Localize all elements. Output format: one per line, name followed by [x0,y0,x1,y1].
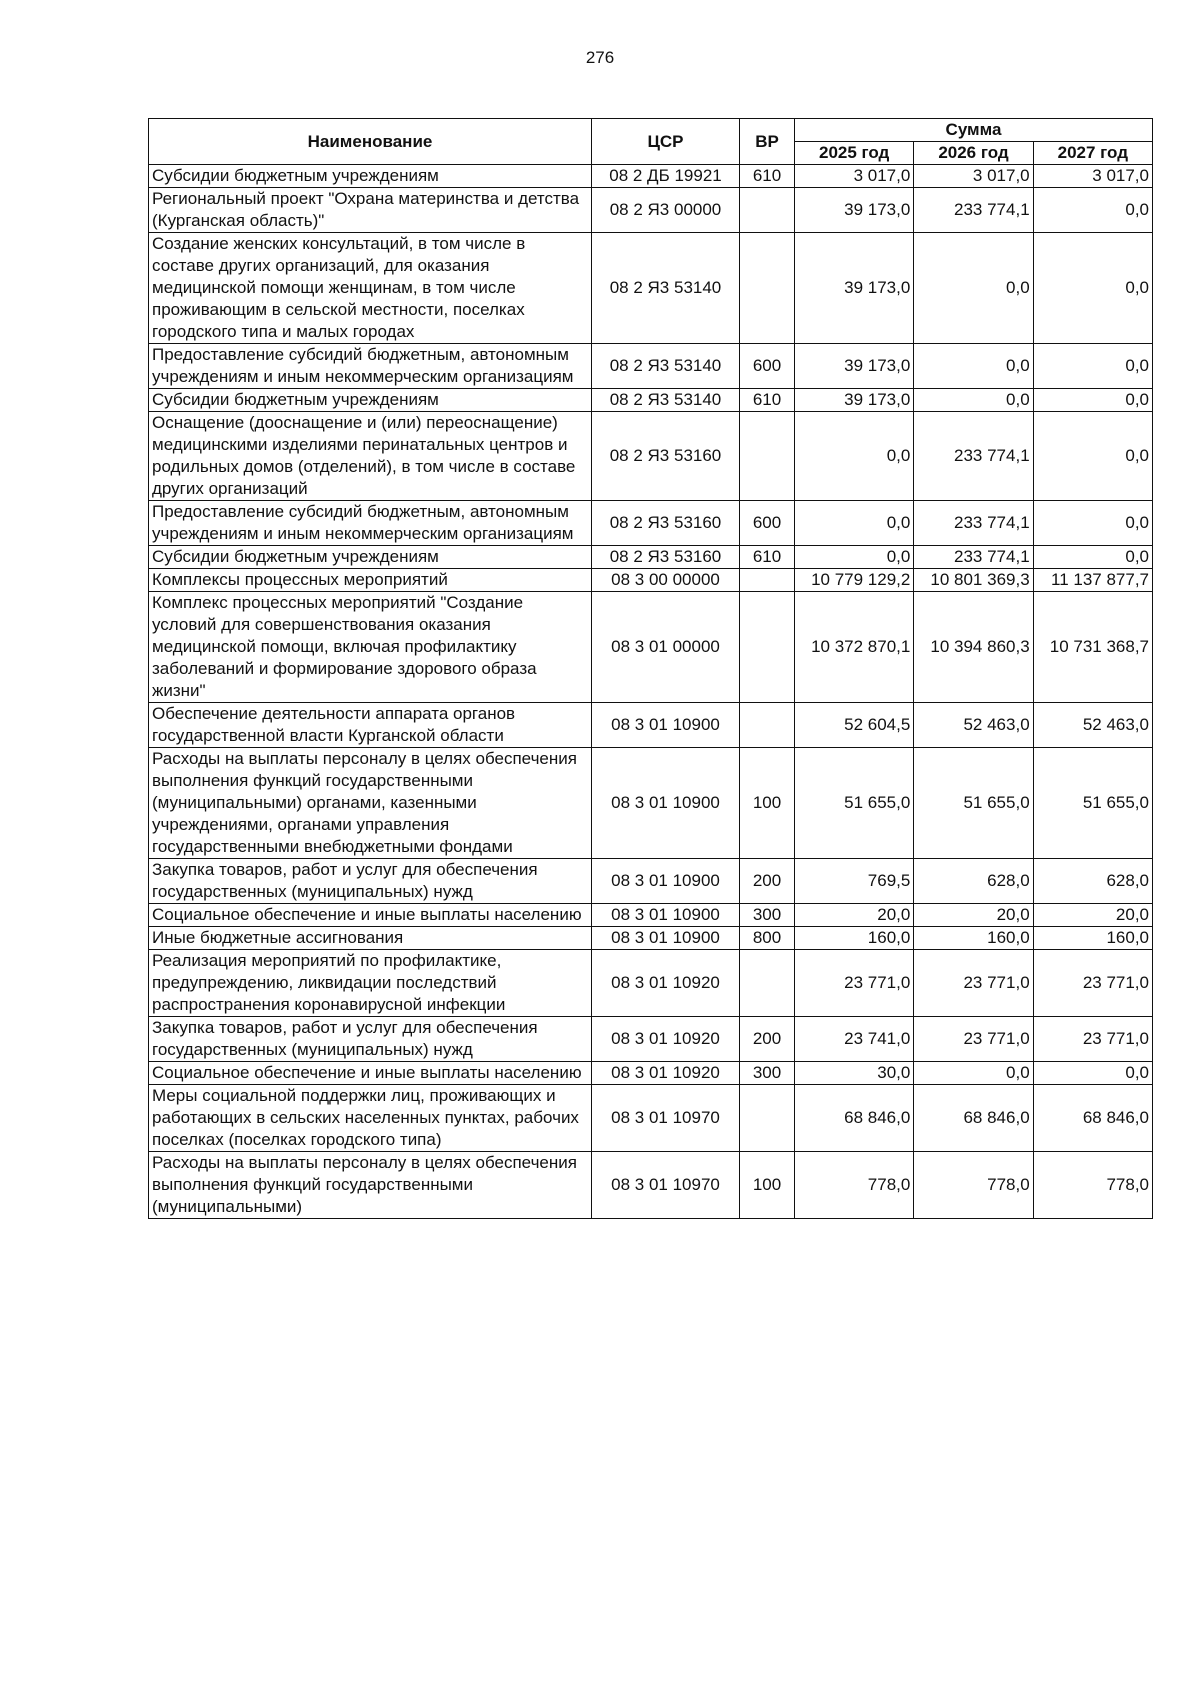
row-value-2027: 23 771,0 [1033,1017,1152,1062]
header-csr: ЦСР [592,119,740,165]
row-value-2026: 0,0 [914,344,1033,389]
row-vr: 610 [740,546,795,569]
row-name: Социальное обеспечение и иные выплаты населению [149,1062,592,1085]
table-row [149,950,1153,1017]
row-value-2025: 0,0 [795,412,914,501]
row-vr [740,1085,795,1152]
row-value-2027: 0,0 [1033,389,1152,412]
row-value-2025: 20,0 [795,904,914,927]
row-vr [740,950,795,1017]
row-csr: 08 2 Я3 00000 [592,188,740,233]
row-value-2026: 628,0 [914,859,1033,904]
row-value-2026: 10 801 369,3 [914,569,1033,592]
row-vr: 300 [740,1062,795,1085]
row-name: Комплекс процессных мероприятий "Создание условий для совершенствования оказания медицинской помощи, включая профилактику заболеваний и формирование здорового образа жизни" [149,592,592,703]
row-value-2025: 160,0 [795,927,914,950]
row-csr: 08 3 01 10970 [592,1085,740,1152]
row-csr: 08 3 01 10920 [592,950,740,1017]
table-row [149,703,1153,748]
header-row-top [149,119,1153,142]
header-vr: ВР [740,119,795,165]
row-value-2025: 39 173,0 [795,344,914,389]
table-row [149,859,1153,904]
row-name: Закупка товаров, работ и услуг для обеспечения государственных (муниципальных) нужд [149,859,592,904]
row-name: Закупка товаров, работ и услуг для обеспечения государственных (муниципальных) нужд [149,1017,592,1062]
row-value-2025: 0,0 [795,546,914,569]
row-vr: 300 [740,904,795,927]
row-value-2027: 0,0 [1033,188,1152,233]
header-year-2026: 2026 год [914,142,1033,165]
table-body [149,165,1153,1219]
row-value-2027: 23 771,0 [1033,950,1152,1017]
row-vr: 100 [740,1152,795,1219]
row-vr: 200 [740,1017,795,1062]
row-value-2025: 51 655,0 [795,748,914,859]
row-value-2025: 10 779 129,2 [795,569,914,592]
row-csr: 08 2 ДБ 19921 [592,165,740,188]
table-row [149,389,1153,412]
row-vr: 800 [740,927,795,950]
row-value-2027: 20,0 [1033,904,1152,927]
row-vr: 200 [740,859,795,904]
table-row [149,501,1153,546]
row-value-2026: 68 846,0 [914,1085,1033,1152]
row-value-2027: 3 017,0 [1033,165,1152,188]
row-csr: 08 2 Я3 53140 [592,344,740,389]
row-value-2025: 68 846,0 [795,1085,914,1152]
table-row [149,569,1153,592]
row-name: Расходы на выплаты персоналу в целях обеспечения выполнения функций государственными (муниципальными) органами, казенными учреждениями, органами управления государственными внебюджетными фондами [149,748,592,859]
row-value-2025: 39 173,0 [795,188,914,233]
row-csr: 08 2 Я3 53160 [592,501,740,546]
table-row [149,344,1153,389]
row-csr: 08 2 Я3 53160 [592,412,740,501]
row-csr: 08 2 Я3 53140 [592,389,740,412]
row-csr: 08 3 01 10900 [592,904,740,927]
table-row [149,904,1153,927]
row-csr: 08 3 01 10920 [592,1062,740,1085]
row-value-2027: 0,0 [1033,344,1152,389]
row-value-2025: 23 741,0 [795,1017,914,1062]
row-name: Региональный проект "Охрана материнства и детства (Курганская область)" [149,188,592,233]
row-value-2026: 0,0 [914,1062,1033,1085]
row-name: Предоставление субсидий бюджетным, автономным учреждениям и иным некоммерческим организациям [149,501,592,546]
page-number: 276 [585,48,615,67]
row-value-2025: 0,0 [795,501,914,546]
header-year-2025: 2025 год [795,142,914,165]
row-value-2027: 10 731 368,7 [1033,592,1152,703]
table-row [149,1017,1153,1062]
table-row [149,1152,1153,1219]
budget-table [148,118,1153,1219]
row-value-2025: 23 771,0 [795,950,914,1017]
row-name: Социальное обеспечение и иные выплаты населению [149,904,592,927]
row-value-2027: 160,0 [1033,927,1152,950]
row-name: Обеспечение деятельности аппарата органов государственной власти Курганской области [149,703,592,748]
row-value-2026: 0,0 [914,389,1033,412]
row-csr: 08 3 00 00000 [592,569,740,592]
row-csr: 08 3 01 10920 [592,1017,740,1062]
row-vr [740,233,795,344]
row-vr: 600 [740,501,795,546]
row-value-2025: 10 372 870,1 [795,592,914,703]
row-name: Субсидии бюджетным учреждениям [149,546,592,569]
row-vr [740,592,795,703]
row-name: Меры социальной поддержки лиц, проживающих и работающих в сельских населенных пунктах, рабочих поселках (поселках городского типа) [149,1085,592,1152]
row-value-2026: 23 771,0 [914,950,1033,1017]
row-csr: 08 3 01 00000 [592,592,740,703]
row-csr: 08 3 01 10970 [592,1152,740,1219]
table-row [149,188,1153,233]
table-row [149,165,1153,188]
row-value-2026: 52 463,0 [914,703,1033,748]
table-row [149,412,1153,501]
row-vr [740,412,795,501]
row-value-2026: 233 774,1 [914,501,1033,546]
row-vr: 610 [740,389,795,412]
row-value-2027: 0,0 [1033,546,1152,569]
row-csr: 08 2 Я3 53160 [592,546,740,569]
row-vr: 100 [740,748,795,859]
row-value-2025: 39 173,0 [795,389,914,412]
row-csr: 08 3 01 10900 [592,859,740,904]
row-value-2026: 0,0 [914,233,1033,344]
table-row [149,1085,1153,1152]
header-name: Наименование [149,119,592,165]
row-name: Реализация мероприятий по профилактике, предупреждению, ликвидации последствий распространения коронавирусной инфекции [149,950,592,1017]
table-row [149,592,1153,703]
row-csr: 08 3 01 10900 [592,748,740,859]
row-name: Расходы на выплаты персоналу в целях обеспечения выполнения функций государственными (муниципальными) [149,1152,592,1219]
row-value-2026: 10 394 860,3 [914,592,1033,703]
row-name: Предоставление субсидий бюджетным, автономным учреждениям и иным некоммерческим организациям [149,344,592,389]
row-value-2025: 30,0 [795,1062,914,1085]
row-value-2027: 68 846,0 [1033,1085,1152,1152]
table-header [149,119,1153,165]
row-value-2025: 3 017,0 [795,165,914,188]
header-sum: Сумма [795,119,1153,142]
row-value-2026: 20,0 [914,904,1033,927]
row-value-2025: 769,5 [795,859,914,904]
row-vr: 610 [740,165,795,188]
row-name: Субсидии бюджетным учреждениям [149,165,592,188]
row-vr [740,188,795,233]
row-value-2026: 3 017,0 [914,165,1033,188]
row-name: Иные бюджетные ассигнования [149,927,592,950]
row-csr: 08 2 Я3 53140 [592,233,740,344]
table-row [149,233,1153,344]
row-name: Комплексы процессных мероприятий [149,569,592,592]
row-value-2027: 0,0 [1033,501,1152,546]
row-value-2026: 233 774,1 [914,188,1033,233]
row-value-2027: 0,0 [1033,233,1152,344]
table-row [149,546,1153,569]
row-value-2026: 233 774,1 [914,412,1033,501]
table-row [149,748,1153,859]
row-value-2026: 233 774,1 [914,546,1033,569]
row-csr: 08 3 01 10900 [592,927,740,950]
row-value-2026: 51 655,0 [914,748,1033,859]
table-row [149,1062,1153,1085]
row-value-2027: 11 137 877,7 [1033,569,1152,592]
row-value-2027: 0,0 [1033,1062,1152,1085]
table-row [149,927,1153,950]
row-value-2027: 0,0 [1033,412,1152,501]
row-csr: 08 3 01 10900 [592,703,740,748]
row-value-2027: 628,0 [1033,859,1152,904]
row-vr [740,703,795,748]
row-value-2025: 52 604,5 [795,703,914,748]
row-value-2025: 778,0 [795,1152,914,1219]
row-name: Субсидии бюджетным учреждениям [149,389,592,412]
row-value-2027: 52 463,0 [1033,703,1152,748]
row-vr [740,569,795,592]
row-name: Оснащение (дооснащение и (или) переоснащение) медицинскими изделиями перинатальных центров и родильных домов (отделений), в том числе в составе других организаций [149,412,592,501]
header-year-2027: 2027 год [1033,142,1152,165]
row-vr: 600 [740,344,795,389]
row-value-2026: 23 771,0 [914,1017,1033,1062]
row-value-2027: 51 655,0 [1033,748,1152,859]
row-value-2026: 160,0 [914,927,1033,950]
row-name: Создание женских консультаций, в том числе в составе других организаций, для оказания медицинской помощи женщинам, в том числе проживающим в сельской местности, поселках городского типа и малых городах [149,233,592,344]
row-value-2025: 39 173,0 [795,233,914,344]
row-value-2026: 778,0 [914,1152,1033,1219]
row-value-2027: 778,0 [1033,1152,1152,1219]
